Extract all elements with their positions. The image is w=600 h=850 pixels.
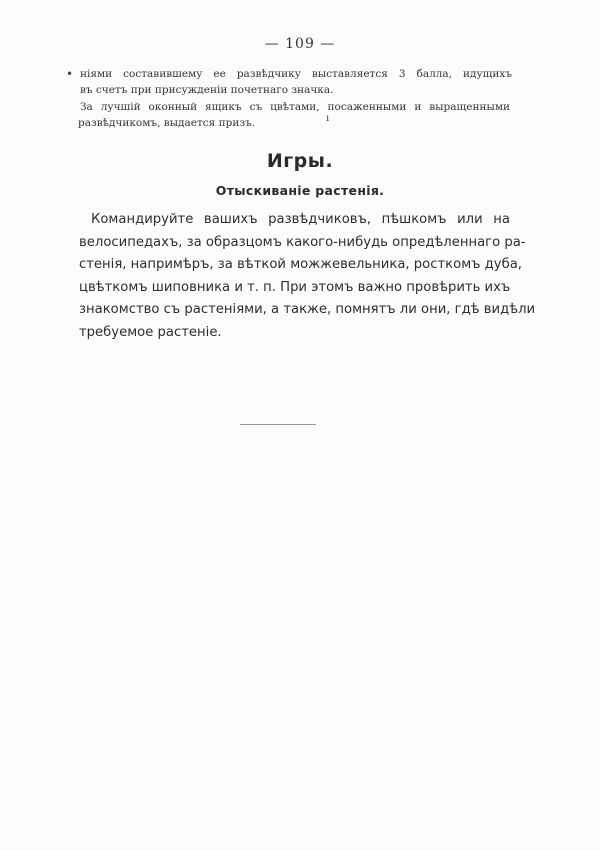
- text-line: велосипедахъ, за образцомъ какого-нибудь опредѣленнаго ра-: [79, 234, 526, 250]
- text-line: требуемое растеніе.: [79, 324, 222, 340]
- game-description: [79, 209, 536, 345]
- margin-dot-mark: •: [66, 67, 74, 81]
- text-line: Командируйте вашихъ развѣдчиковъ, пѣшкомъ или на: [91, 212, 510, 227]
- text-line: развѣдчикомъ, выдается призъ.: [78, 117, 256, 129]
- text-line: въ счетъ при присужденіи почетнаго значка.: [80, 84, 334, 96]
- margin-tick-mark: ı: [326, 113, 330, 124]
- section-divider-rule: [240, 424, 316, 425]
- page-number: — 109 —: [264, 36, 336, 52]
- text-line: За лучшій оконный ящикъ съ цвѣтами, посаженными и выращенными: [80, 101, 510, 113]
- prize-paragraph: [78, 99, 510, 131]
- text-line: ніями составившему ее развѣдчику выставляется 3 балла, идущихъ: [80, 68, 512, 80]
- text-line: стенія, напримѣръ, за вѣткой можжевельника, росткомъ дуба,: [79, 257, 522, 273]
- game-subheading: Отыскиваніе растенія.: [215, 183, 385, 198]
- top-paragraph: [80, 66, 512, 98]
- text-line: знакомство съ растеніями, а также, помнятъ ли они, гдѣ видѣли: [79, 302, 536, 318]
- section-heading: Игры.: [266, 150, 334, 172]
- text-line: цвѣткомъ шиповника и т. п. При этомъ важно провѣрить ихъ: [79, 279, 511, 295]
